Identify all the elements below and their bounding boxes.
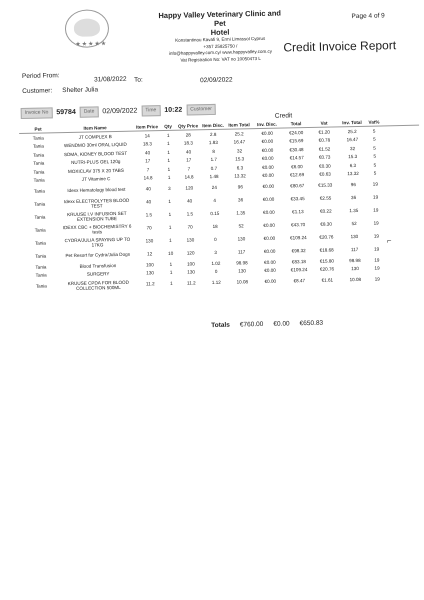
cell-item-total: 16.47	[233, 139, 246, 145]
cell-pet: Tania	[34, 214, 46, 220]
to-date: 02/09/2022	[200, 76, 233, 85]
cell-pet: Tania	[35, 283, 47, 289]
report-title: Credit Invoice Report	[283, 38, 397, 55]
cell-total: €109.24	[290, 267, 308, 273]
cell-inv-disc: €0.00	[263, 248, 276, 254]
invoice-time: 10:22	[164, 106, 183, 114]
cell-inv-total: 32	[349, 145, 356, 151]
cell-inv-total: 36	[350, 195, 357, 201]
cell-inv-disc: €0.00	[261, 147, 274, 153]
totals-label: Totals	[211, 321, 230, 330]
cell-total: €43.70	[291, 222, 306, 228]
cell-inv-disc: €0.00	[261, 130, 273, 136]
cell-item-disc: 1.48	[209, 174, 219, 180]
cell-inv-total: 15.3	[348, 154, 358, 160]
cell-total: €15.69	[289, 138, 304, 144]
totals-total: €650.83	[299, 319, 324, 328]
cell-inv-disc: €0.00	[263, 235, 276, 241]
cell-vat: €20.76	[319, 234, 334, 240]
col-qty-price: Qty Price	[177, 122, 199, 129]
totals-inv-disc: €0.00	[273, 320, 290, 328]
cell-total: €98.32	[291, 248, 306, 254]
cell-item-price: 1.5	[145, 212, 153, 218]
cell-qty-price: 14.8	[184, 174, 194, 180]
totals-row	[211, 320, 323, 329]
cell-qty: 1	[169, 270, 173, 276]
cell-item-name: IDEXX CBC + BIOCHEMISTRY 6 tests	[62, 223, 132, 235]
cell-item-name: KRUUSE I.V INFUSION SET EXTENSION TUBE	[67, 210, 127, 222]
cell-qty-price: 28	[185, 132, 191, 138]
cell-qty: 1	[167, 158, 171, 164]
cell-pet: Tania	[34, 201, 46, 207]
cell-vat: €1.61	[321, 277, 334, 283]
cell-item-price: 40	[144, 150, 151, 156]
clinic-vat: Vat Registration No: VAT no 10050473 L	[180, 55, 261, 63]
cell-total: €33.45	[290, 196, 305, 202]
cell-qty: 1	[169, 261, 173, 267]
cell-vat: €8.30	[320, 221, 332, 227]
cell-pet: Tania	[35, 264, 47, 270]
cell-vat: €2.55	[319, 195, 332, 201]
cell-item-total: 52	[238, 223, 244, 229]
cell-inv-disc: €0.00	[262, 183, 275, 189]
cell-pet: Tania	[33, 188, 45, 194]
cell-item-price: 11.2	[145, 281, 155, 287]
cell-total: €12.69	[289, 172, 305, 178]
cell-pet: Tania	[35, 253, 47, 259]
cell-inv-disc: €0.00	[263, 209, 275, 215]
cell-item-disc: 2.8	[209, 131, 217, 137]
cell-qty-price: 70	[187, 224, 193, 230]
cell-vat-percent: 19	[373, 233, 379, 239]
cell-item-disc: 0	[214, 269, 218, 275]
cell-pet: Tania	[34, 240, 46, 246]
clinic-phone: +357 25825750 /	[203, 42, 238, 49]
cell-item-name: KRUUSE CPDA FOR BLOOD COLLECTION 500ML	[67, 279, 129, 291]
cell-qty-price: 1.5	[186, 211, 194, 217]
from-date: 31/08/2022	[93, 75, 127, 84]
cell-item-price: 100	[146, 262, 154, 268]
cell-pet: Tania	[33, 152, 45, 158]
cell-item-price: 40	[145, 199, 152, 205]
cell-total: €30.48	[289, 146, 304, 153]
cell-qty: 1	[169, 237, 172, 243]
col-item-name: Item Name	[83, 124, 107, 131]
cell-item-total: 1.35	[236, 210, 246, 216]
cell-inv-disc: €0.00	[263, 222, 275, 228]
invoice-no: 59784	[56, 108, 76, 116]
cell-vat-percent: 19	[374, 257, 380, 263]
cell-item-price: 7	[146, 167, 150, 173]
cell-item-name: MOXICLAV 375 X 20 TABS	[67, 167, 124, 174]
cell-item-name: CYDRA/JULIA SPAYING UP TO 17KG	[64, 236, 131, 248]
cell-item-price: 14.8	[143, 175, 153, 181]
cell-item-disc: 8	[212, 148, 215, 154]
cell-item-name: Pet Resort for Cydra/Julia Dogs	[65, 251, 131, 259]
cell-item-price: 40	[145, 186, 151, 192]
time-button: Time	[141, 105, 160, 116]
cell-item-disc: 0.7	[210, 165, 218, 171]
cell-item-price: 17	[145, 158, 151, 164]
cell-pet: Tania	[33, 160, 45, 167]
invoice-no-button: Invoice No	[21, 107, 53, 119]
cell-vat: €15.33	[318, 182, 333, 188]
cell-inv-total: 13.32	[347, 171, 359, 177]
cell-total: €80.67	[290, 183, 305, 189]
cell-pet: Tania	[33, 177, 45, 184]
cell-total: €24.00	[289, 129, 304, 136]
cell-inv-total: 6.3	[349, 162, 357, 168]
invoice-date: 02/09/2022	[102, 107, 138, 115]
period-label: Period From:	[21, 72, 60, 80]
cell-pet: Tania	[32, 135, 44, 141]
cell-qty-price: 130	[186, 237, 195, 243]
cell-inv-total: 130	[350, 233, 359, 240]
page-number: Page 4 of 9	[351, 12, 385, 21]
cell-item-disc: 1.12	[211, 279, 221, 286]
cell-item-name: Blood Transfusion	[79, 262, 117, 269]
cell-qty: 1	[168, 211, 172, 217]
cell-item-disc: 4	[213, 197, 216, 203]
cell-inv-disc: €0.00	[264, 278, 277, 284]
invoice-table	[19, 117, 422, 293]
cell-total: €1.13	[292, 209, 304, 215]
cell-item-total: 98.98	[236, 260, 248, 266]
cell-vat-percent: 5	[373, 145, 376, 151]
customer-name: Shelter Julia	[62, 86, 99, 95]
cell-item-total: 96	[237, 184, 243, 190]
cell-qty-price: 40	[185, 149, 192, 155]
cell-item-disc: 3	[214, 249, 218, 255]
cell-item-price: 130	[146, 270, 154, 276]
cell-vat: €0.73	[318, 154, 331, 161]
cell-inv-disc: €0.00	[261, 138, 274, 145]
cell-inv-disc: €0.00	[262, 164, 274, 170]
cell-item-name: WENDMO 30ml ORAL LIQUID	[63, 142, 127, 149]
cell-item-price: 70	[146, 225, 152, 231]
cell-qty-price: 18.3	[183, 140, 193, 146]
cell-item-price: 12	[147, 251, 153, 257]
cell-item-disc: 18	[212, 223, 218, 230]
cell-total: €83.18	[291, 258, 306, 265]
cell-item-total: 25.2	[234, 131, 244, 137]
cell-vat-percent: 19	[374, 246, 380, 252]
cell-vat: €20.76	[319, 266, 335, 273]
cell-qty-price: 130	[187, 269, 195, 275]
cell-vat-percent: 19	[373, 220, 379, 226]
cell-inv-disc: €0.00	[262, 196, 275, 202]
cell-vat: €0.30	[319, 163, 331, 169]
cell-item-total: 32	[236, 148, 243, 154]
cell-vat: €0.22	[320, 208, 332, 214]
cell-vat-percent: 19	[372, 194, 379, 200]
cell-item-disc: 1.02	[211, 260, 221, 266]
col-vat: Vat	[320, 120, 328, 126]
col-qty: Qty	[164, 123, 172, 129]
clinic-info	[155, 8, 286, 64]
cell-item-name: SURGERY	[86, 271, 110, 277]
cell-item-total: 130	[237, 236, 246, 242]
cell-inv-disc: €0.00	[264, 259, 276, 265]
cell-inv-total: 16.47	[346, 137, 359, 143]
totals-amount: €760.00	[239, 320, 264, 329]
invoice-paper	[5, 0, 422, 344]
cell-item-price: 14	[144, 133, 150, 139]
logo-stars-icon: ★★★★★	[75, 41, 108, 48]
cell-inv-total: 117	[350, 246, 359, 253]
cell-pet: Tania	[33, 169, 45, 175]
cell-qty-price: 17	[186, 157, 192, 163]
cell-item-total: 6.3	[236, 165, 244, 171]
invoice-line	[21, 101, 261, 120]
cell-pet: Tania	[32, 143, 44, 150]
cell-vat: €15.80	[319, 258, 334, 264]
cell-item-total: 13.32	[234, 173, 246, 179]
cell-inv-disc: €0.00	[262, 172, 274, 179]
cell-item-total: 15.3	[235, 156, 245, 162]
cell-vat-percent: 19	[374, 265, 380, 271]
cell-qty: 1	[168, 224, 172, 230]
cell-qty: 10	[168, 250, 174, 256]
col-inv-total: Inv. Total	[342, 119, 362, 125]
cell-qty: 1	[167, 175, 171, 181]
col-item-total: Item Total	[228, 121, 250, 128]
cell-item-total: 36	[237, 197, 244, 203]
cell-item-name: NUTRI-PLUS GEL 120g	[71, 159, 121, 166]
cell-qty-price: 120	[185, 185, 194, 191]
cell-item-price: 130	[145, 238, 154, 244]
cell-qty: 1	[169, 280, 173, 286]
cell-item-price: 18.3	[142, 141, 152, 147]
date-button: Date	[80, 106, 99, 117]
cell-vat-percent: 5	[373, 162, 377, 168]
cell-item-disc: 1.7	[210, 157, 217, 163]
cell-inv-total: 1.35	[349, 207, 359, 214]
cell-item-name: SDMA, KIDNEY BLOOD TEST	[63, 150, 128, 157]
cell-vat-percent: 19	[373, 207, 379, 213]
cell-vat: €0.78	[318, 137, 331, 144]
cell-total: €6.00	[291, 163, 303, 170]
cell-qty-price: 11.2	[186, 280, 196, 286]
cell-qty: 1	[167, 166, 171, 172]
cell-item-name: Idexx Hematology blood test	[67, 186, 126, 194]
cell-vat-percent: 5	[373, 136, 376, 142]
cell-inv-total: 96	[350, 182, 356, 188]
cell-vat-percent: 19	[372, 181, 378, 187]
cell-qty: 1	[167, 141, 170, 147]
cell-inv-total: 130	[351, 266, 359, 272]
cell-item-name: Idexx ELECTROLYTES BLOOD TEST	[63, 197, 130, 209]
cell-item-disc: 0	[214, 236, 217, 242]
cell-vat-percent: 5	[373, 153, 377, 159]
cell-item-disc: 1.83	[208, 140, 218, 146]
clinic-name-2: Hotel	[210, 27, 230, 38]
cell-item-total: 130	[238, 268, 246, 274]
cell-vat: €1.52	[318, 146, 331, 152]
col-item-price: Item Price	[135, 123, 159, 130]
cell-item-total: 117	[237, 249, 246, 255]
cell-total: €8.47	[293, 278, 306, 284]
cell-inv-total: 98.98	[349, 257, 361, 263]
col-item-disc: Item Disc.	[202, 122, 224, 128]
cell-vat: €18.68	[319, 247, 334, 253]
customer-button: Customer	[186, 103, 216, 115]
clinic-address: Konstantinou Kavafi 9, Ermi Limassol Cyprus	[175, 35, 266, 43]
cell-qty-price: 100	[187, 261, 195, 267]
cell-qty-price: 120	[186, 250, 195, 256]
to-label: To:	[133, 76, 143, 84]
cell-item-total: 10.08	[236, 279, 249, 285]
cell-item-disc: 24	[211, 184, 217, 191]
cell-inv-total: 10.08	[349, 276, 362, 283]
cell-qty: 1	[168, 198, 171, 204]
cell-item-disc: 0.15	[210, 210, 220, 217]
cell-pet: Tania	[35, 272, 47, 278]
cell-vat: €1.20	[318, 129, 330, 135]
customer-label: Customer:	[22, 87, 53, 95]
cell-vat-percent: 5	[373, 170, 377, 176]
cell-vat: €0.63	[319, 171, 331, 178]
cell-total: €14.57	[289, 155, 304, 161]
handwritten-mark-icon: ⌐	[386, 236, 392, 246]
credit-label: Credit	[274, 112, 293, 120]
cell-inv-disc: €0.00	[261, 155, 274, 162]
cell-total: €109.24	[290, 235, 307, 241]
cell-vat-percent: 5	[372, 128, 376, 134]
clinic-emails: info@happyvalley.com.cy/ www.happyvalley.com.cy	[168, 48, 273, 56]
cell-qty-price: 7	[187, 166, 191, 172]
col-inv-disc: Inv. Disc.	[257, 121, 277, 127]
col-vat-percent: Vat%	[368, 119, 380, 125]
cell-item-name: JT COMPLEX B	[78, 133, 112, 140]
cell-qty: 1	[166, 132, 170, 138]
cell-qty: 3	[168, 185, 171, 191]
cell-item-name: JT Vitamine C	[81, 176, 111, 182]
clinic-name-1: Happy Valley Veterinary Clinic and Pet	[158, 8, 282, 28]
col-pet: Pet	[34, 126, 42, 132]
cell-pet: Tania	[34, 227, 46, 233]
cell-qty-price: 40	[186, 198, 193, 204]
col-total: Total	[290, 120, 302, 126]
cell-inv-total: 25.2	[347, 128, 357, 134]
cell-vat-percent: 19	[374, 276, 380, 282]
cell-inv-total: 52	[351, 221, 357, 227]
cell-inv-disc: €0.00	[264, 267, 276, 274]
cell-qty: 1	[167, 149, 170, 155]
